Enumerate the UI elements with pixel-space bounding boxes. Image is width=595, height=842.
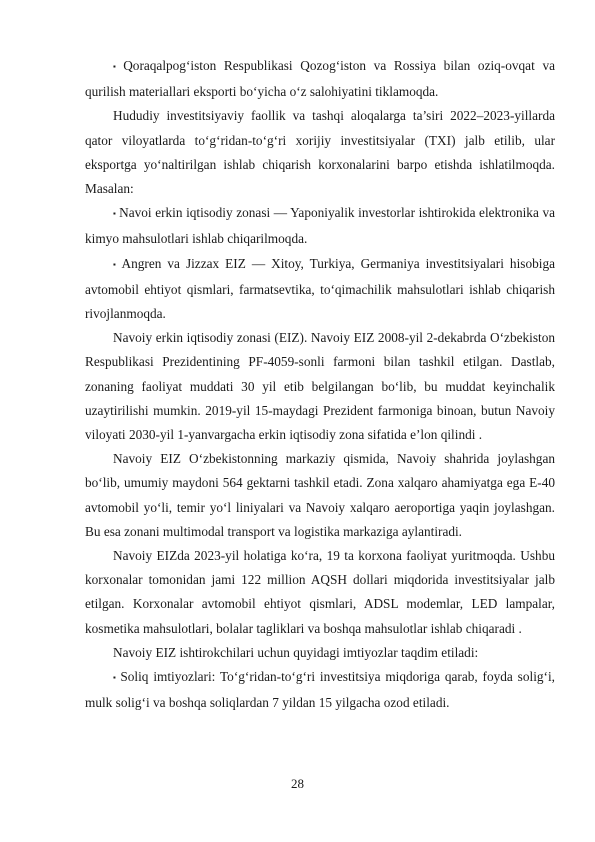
paragraph-tax-benefits: ▪ Soliq imtiyozlari: To‘g‘ridan-to‘g‘ri investitsiya miqdoriga qarab, foyda solig‘i, mulk solig‘i va boshqa soliqlardan 7 yildan 15 yilgacha ozod etiladi. [85, 665, 555, 715]
paragraph-navoi-fez-japan: ▪ Navoi erkin iqtisodiy zonasi — Yaponiyalik investorlar ishtirokida elektronika va kimyo mahsulotlari ishlab chiqarilmoqda. [85, 201, 555, 251]
paragraph-regional-investment: Hududiy investitsiyaviy faollik va tashqi aloqalarga ta’siri 2022–2023-yillarda qator viloyatlarda to‘g‘ridan-to‘g‘ri xorijiy investitsiyalar (TXI) jalb etilib, ular eksportga yo‘naltirilgan ishlab chiqarish korxonalarini barpo etishda ishlatilmoqda. Masalan: [85, 108, 555, 197]
paragraph-benefits-intro: Navoiy EIZ ishtirokchilari uchun quyidagi imtiyozlar taqdim etiladi: [113, 644, 479, 660]
page-number: 28 [291, 776, 304, 791]
paragraph-angren-jizzakh: ▪ Angren va Jizzax EIZ — Xitoy, Turkiya, Germaniya investitsiyalari hisobiga avtomobil ehtiyot qismlari, farmatsevtika, to‘qimachilik mahsulotlari ishlab chiqarish rivojlanmoqda. [85, 252, 555, 327]
paragraph-karakalpakstan-export: ▪ Qoraqalpog‘iston Respublikasi Qozog‘iston va Rossiya bilan oziq-ovqat va qurilish materiallari eksporti bo‘yicha o‘z salohiyatini tiklamoqda. [85, 54, 555, 104]
paragraph-navoi-fez-location: Navoiy EIZ O‘zbekistonning markaziy qismida, Navoiy shahrida joylashgan bo‘lib, umumiy maydoni 564 gektarni tashkil etadi. Zona xalqaro ahamiyatga ega E-40 avtomobil yo‘li, temir yo‘l liniyalari va Navoiy xalqaro aeroportiga yaqin joylashgan. Bu esa zonani multimodal transport va logistika markaziga aylantiradi. [85, 451, 555, 539]
paragraph-navoi-fez-enterprises: Navoiy EIZda 2023-yil holatiga ko‘ra, 19 ta korxona faoliyat yuritmoqda. Ushbu korxonalar tomonidan jami 122 million AQSH dollari miqdorida investitsiyalar jalb etilgan. Korxonalar avtomobil ehtiyot qismlari, ADSL modemlar, LED lampalar, kosmetika mahsulotlari, bolalar tagliklari va boshqa mahsulotlar ishlab chiqaradi . [85, 548, 555, 636]
document-body [85, 54, 555, 715]
paragraph-navoi-fez-history: Navoiy erkin iqtisodiy zonasi (EIZ). Navoiy EIZ 2008-yil 2-dekabrda O‘zbekiston Respublikasi Prezidentining PF-4059-sonli farmoni bilan tashkil etilgan. Dastlab, zonaning faoliyat muddati 30 yil etib belgilangan bo‘lib, bu muddat keyinchalik uzaytirilishi mumkin. 2019-yil 15-maydagi Prezident farmoniga binoan, butun Navoiy viloyati 2030-yil 1-yanvargacha erkin iqtisodiy zona sifatida e’lon qilindi . [85, 330, 555, 443]
